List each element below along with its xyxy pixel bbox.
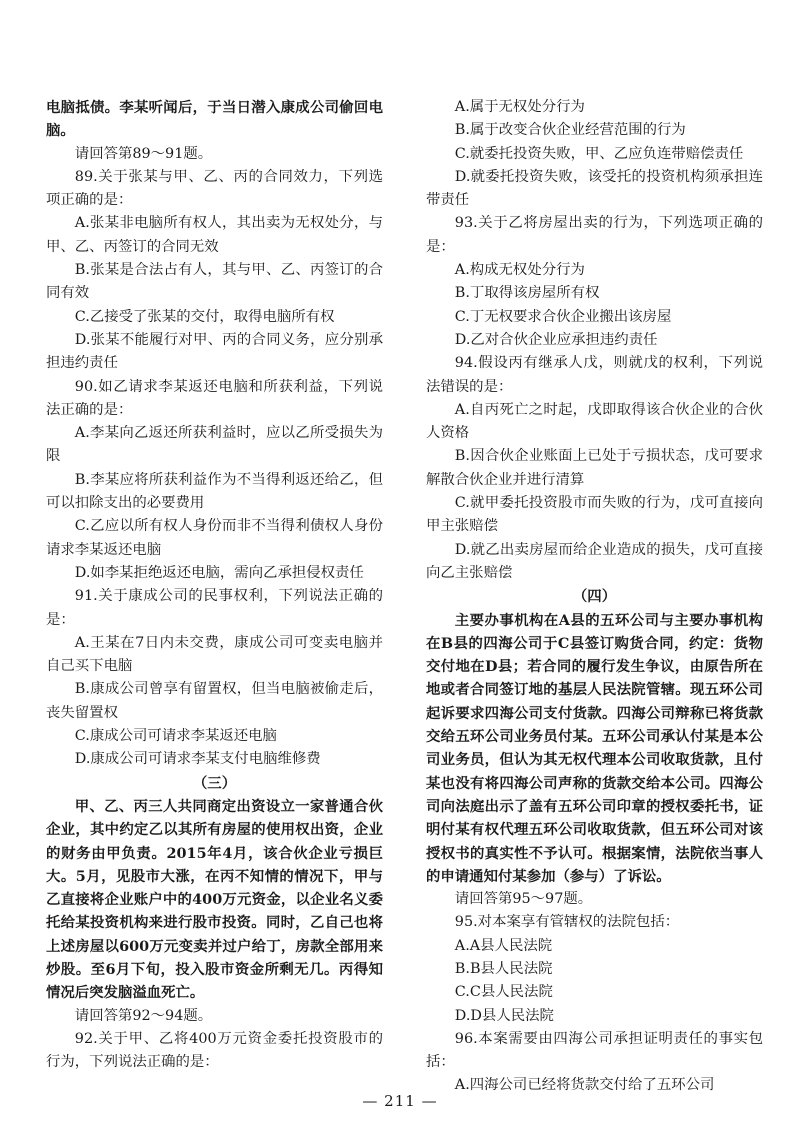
- paragraph: B.康成公司曾享有留置权，但当电脑被偷走后，丧失留置权: [46, 681, 383, 721]
- section-heading: （四）: [572, 588, 617, 606]
- paragraph: D.D县人民法院: [454, 1007, 554, 1024]
- paragraph: D.如李某拒绝返还电脑，需向乙承担侵权责任: [74, 564, 364, 581]
- right-column: [426, 96, 763, 1098]
- paragraph: D.康成公司可请求李某支付电脑维修费: [74, 751, 321, 768]
- paragraph: 请回答第89～91题。: [74, 145, 213, 162]
- paragraph: 96.本案需要由四海公司承担证明责任的事实包括：: [426, 1030, 763, 1071]
- paragraph: B.丁取得该房屋所有权: [454, 285, 600, 302]
- paragraph: C.就委托投资失败，甲、乙应负连带赔偿责任: [454, 145, 744, 162]
- paragraph: D.就委托投资失败，该受托的投资机构须承担连带责任: [426, 168, 763, 209]
- paragraph: D.乙对合伙企业应承担违约责任: [454, 331, 658, 348]
- paragraph: 94.假设丙有继承人戊，则就戊的权利，下列说法错误的是：: [426, 355, 763, 395]
- paragraph: 请回答第92～94题。: [74, 1007, 213, 1024]
- section-heading: （三）: [192, 774, 237, 792]
- paragraph: B.李某应将所获利益作为不当得利返还给乙，但可以扣除支出的必要费用: [46, 471, 383, 512]
- paragraph: B.属于改变合伙企业经营范围的行为: [454, 122, 686, 139]
- paragraph: C.丁无权要求合伙企业搬出该房屋: [454, 308, 672, 325]
- paragraph: 92.关于甲、乙将400万元资金委托投资股市的行为，下列说法正确的是：: [46, 1030, 383, 1071]
- paragraph: A.王某在7日内未交费，康成公司可变卖电脑并自己买下电脑: [46, 634, 383, 675]
- paragraph: A.自丙死亡之时起，戊即取得该合伙企业的合伙人资格: [426, 401, 763, 442]
- paragraph: A.四海公司已经将货款交付给了五环公司: [454, 1077, 715, 1094]
- paragraph: C.乙应以所有权人身份而非不当得利债权人身份请求李某返还电脑: [46, 518, 383, 558]
- left-column: [46, 96, 383, 1074]
- page-number: — 211 —: [362, 1092, 438, 1110]
- paragraph: B.张某是合法占有人，其与甲、乙、丙签订的合同有效: [46, 262, 383, 302]
- paragraph: 请回答第95～97题。: [454, 891, 593, 908]
- paragraph: 91.关于康成公司的民事权利，下列说法正确的是：: [46, 588, 383, 628]
- paragraph: 93.关于乙将房屋出卖的行为，下列选项正确的是：: [426, 215, 763, 255]
- paragraph: A.李某向乙返还所获利益时，应以乙所受损失为限: [46, 425, 383, 465]
- paragraph: C.康成公司可请求李某返还电脑: [74, 728, 277, 745]
- paragraph: 90.如乙请求李某返还电脑和所获利益，下列说法正确的是：: [46, 378, 383, 418]
- paragraph: D.就乙出卖房屋而给企业造成的损失，戊可直接向乙主张赔偿: [426, 541, 763, 581]
- paragraph: 89.关于张某与甲、乙、丙的合同效力，下列选项正确的是：: [46, 168, 383, 209]
- paragraph: A.属于无权处分行为: [454, 99, 585, 115]
- paragraph: 主要办事机构在A县的五环公司与主要办事机构在B县的四海公司于C县签订购货合同，约定：货物交付地在D县；若合同的履行发生争议，由原告所在地或者合同签订地的基层人民法院管辖。现五环公司起诉要求四海公司支付货款。四海公司辩称已将货款交给五环公司业务员付某。五环公司承认付某是本公司业务员，但认为其无权代理本公司收取货款，且付某也没有将四海公司声称的货款交给本公司。四海公司向法庭出示了盖有五环公司印章的授权委托书，证明付某有权代理五环公司收取货款，但五环公司对该授权书的真实性不予认可。根据案情，法院依当事人的申请通知付某参加（参与）了诉讼。: [426, 611, 763, 885]
- paragraph: 甲、乙、丙三人共同商定出资设立一家普通合伙企业，其中约定乙以其所有房屋的使用权出资，企业的财务由甲负责。2015年4月，该合伙企业亏损巨大。5月，见股市大涨，在丙不知情的情况下，甲与乙直接将企业账户中的400万元资金，以企业名义委托给某投资机构来进行股市投资。同时，乙自己也将上述房屋以600万元变卖并过户给丁，房款全部用来炒股。至6月下旬，投入股市资金所剩无几。丙得知情况后突发脑溢血死亡。: [46, 797, 383, 1002]
- paragraph: A.构成无权处分行为: [454, 262, 585, 279]
- paragraph: 95.对本案享有管辖权的法院包括：: [454, 914, 680, 931]
- paragraph: C.乙接受了张某的交付，取得电脑所有权: [74, 308, 335, 325]
- paragraph: D.张某不能履行对甲、丙的合同义务，应分别承担违约责任: [46, 331, 383, 372]
- paragraph: 电脑抵债。李某听闻后，于当日潜入康成公司偷回电脑。: [46, 99, 383, 140]
- paragraph: A.张某非电脑所有权人，其出卖为无权处分，与甲、乙、丙签订的合同无效: [46, 215, 383, 255]
- paragraph: A.A县人民法院: [454, 937, 553, 954]
- paragraph: C.就甲委托投资股市而失败的行为，戊可直接向甲主张赔偿: [426, 495, 763, 535]
- paragraph: C.C县人民法院: [454, 984, 553, 1001]
- paragraph: B.因合伙企业账面上已处于亏损状态，戊可要求解散合伙企业并进行清算: [426, 448, 763, 488]
- paragraph: B.B县人民法院: [454, 960, 553, 977]
